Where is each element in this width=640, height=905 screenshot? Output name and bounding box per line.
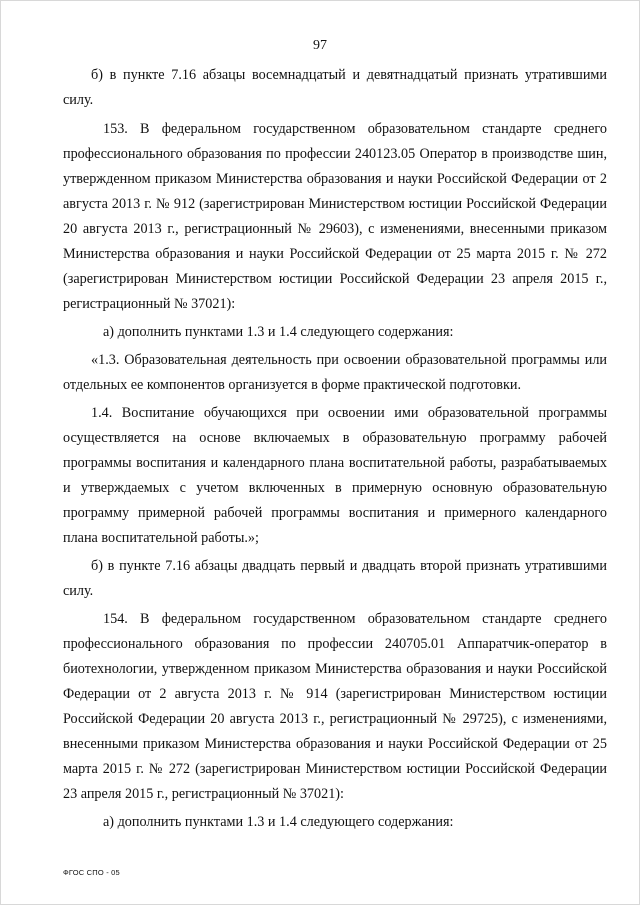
paragraph-b-7-16-second: б) в пункте 7.16 абзацы двадцать первый и двадцать второй признать утратившими силу. xyxy=(63,558,607,599)
paragraph-point-1-4-first: 1.4. Воспитание обучающихся при освоении ими образовательной программы осуществляется на основе включаемых в образовательную программу рабочей программы воспитания и календарного плана воспитательной работы, разрабатываемых и утверждаемых с учетом включенных в примерную основную образовательную программу примерной рабочей программы воспитания и примерного календарного плана воспитательной работы.»; xyxy=(63,405,607,546)
paragraph-a-add-points-second: а) дополнить пунктами 1.3 и 1.4 следующего содержания: xyxy=(103,814,454,830)
paragraph-item-154: 154. В федеральном государственном образовательном стандарте среднего профессионального образования по профессии 240705.01 Аппаратчик-оператор в биотехнологии, утвержденном приказом Министерства образования и науки Российской Федерации от 2 августа 2013 г. № 914 (зарегистрирован Министерством юстиции Российской Федерации 20 августа 2013 г., регистрационный № 29725), с изменениями, внесенными приказом Министерства образования и науки Российской Федерации от 25 марта 2015 г. № 272 (зарегистрирован Министерством юстиции Российской Федерации 23 апреля 2015 г., регистрационный № 37021): xyxy=(63,611,607,802)
paragraph-a-add-points-first: а) дополнить пунктами 1.3 и 1.4 следующего содержания: xyxy=(103,324,454,340)
footer-code: ФГОС СПО - 05 xyxy=(63,868,120,877)
page-number: 97 xyxy=(313,38,327,53)
paragraph-item-153: 153. В федеральном государственном образовательном стандарте среднего профессионального образования по профессии 240123.05 Оператор в производстве шин, утвержденном приказом Министерства образования и науки Российской Федерации от 2 августа 2013 г. № 912 (зарегистрирован Министерством юстиции Российской Федерации 20 августа 2013 г., регистрационный № 29603), с изменениями, внесенными приказом Министерства образования и науки Российской Федерации от 25 марта 2015 г. № 272 (зарегистрирован Министерством юстиции Российской Федерации 23 апреля 2015 г., регистрационный № 37021): xyxy=(63,121,607,312)
paragraph-b-7-16-first: б) в пункте 7.16 абзацы восемнадцатый и девятнадцатый признать утратившими силу. xyxy=(63,67,607,108)
document-body xyxy=(63,63,607,835)
paragraph-point-1-3-first: «1.3. Образовательная деятельность при освоении образовательной программы или отдельных ее компонентов организуется в форме практической подготовки. xyxy=(63,352,607,393)
